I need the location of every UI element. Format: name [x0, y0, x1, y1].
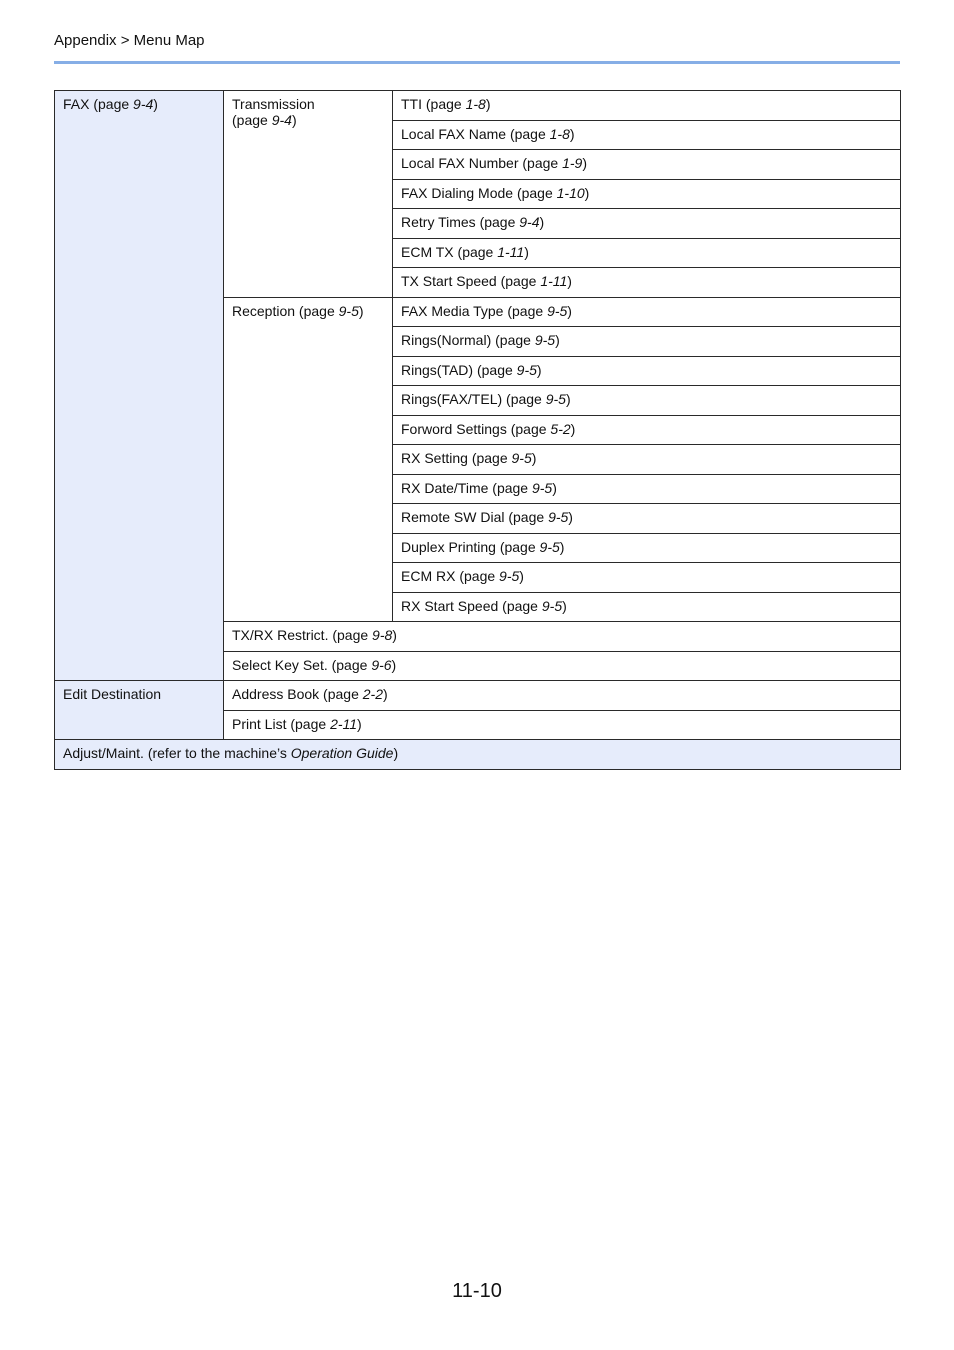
- menu-item-rings-fax-tel: Rings(FAX/TEL) (page 9-5): [393, 386, 901, 416]
- menu-item-rings-normal: Rings(Normal) (page 9-5): [393, 327, 901, 357]
- menu-print-list: Print List (page 2-11): [224, 710, 901, 740]
- menu-transmission: Transmission (page 9-4): [224, 91, 393, 298]
- menu-txrx-restrict: TX/RX Restrict. (page 9-8): [224, 622, 901, 652]
- menu-item-forword-settings: Forword Settings (page 5-2): [393, 415, 901, 445]
- menu-item-fax-dialing-mode: FAX Dialing Mode (page 1-10): [393, 179, 901, 209]
- menu-item-rx-date-time: RX Date/Time (page 9-5): [393, 474, 901, 504]
- menu-item-fax-media-type: FAX Media Type (page 9-5): [393, 297, 901, 327]
- menu-item-tx-start-speed: TX Start Speed (page 1-11): [393, 268, 901, 298]
- menu-adjust-maint: Adjust/Maint. (refer to the machine’s Operation Guide): [55, 740, 901, 770]
- menu-map-table: [54, 90, 901, 770]
- menu-item-retry-times: Retry Times (page 9-4): [393, 209, 901, 239]
- menu-item-rx-setting: RX Setting (page 9-5): [393, 445, 901, 475]
- menu-select-key-set: Select Key Set. (page 9-6): [224, 651, 901, 681]
- menu-item-remote-sw-dial: Remote SW Dial (page 9-5): [393, 504, 901, 534]
- menu-item-local-fax-name: Local FAX Name (page 1-8): [393, 120, 901, 150]
- breadcrumb: Appendix > Menu Map: [54, 32, 205, 49]
- menu-item-tti: TTI (page 1-8): [393, 91, 901, 121]
- menu-item-rx-start-speed: RX Start Speed (page 9-5): [393, 592, 901, 622]
- table-row: [55, 740, 901, 770]
- table-row: [55, 91, 901, 121]
- header-divider: [54, 61, 900, 64]
- menu-item-ecm-rx: ECM RX (page 9-5): [393, 563, 901, 593]
- table-row: [55, 681, 901, 711]
- menu-address-book: Address Book (page 2-2): [224, 681, 901, 711]
- menu-item-ecm-tx: ECM TX (page 1-11): [393, 238, 901, 268]
- page-number: 11-10: [452, 1280, 502, 1302]
- menu-edit-destination: Edit Destination: [55, 681, 224, 740]
- menu-fax: FAX (page 9-4): [55, 91, 224, 681]
- menu-item-local-fax-number: Local FAX Number (page 1-9): [393, 150, 901, 180]
- menu-item-rings-tad: Rings(TAD) (page 9-5): [393, 356, 901, 386]
- menu-item-duplex-printing: Duplex Printing (page 9-5): [393, 533, 901, 563]
- menu-reception: Reception (page 9-5): [224, 297, 393, 622]
